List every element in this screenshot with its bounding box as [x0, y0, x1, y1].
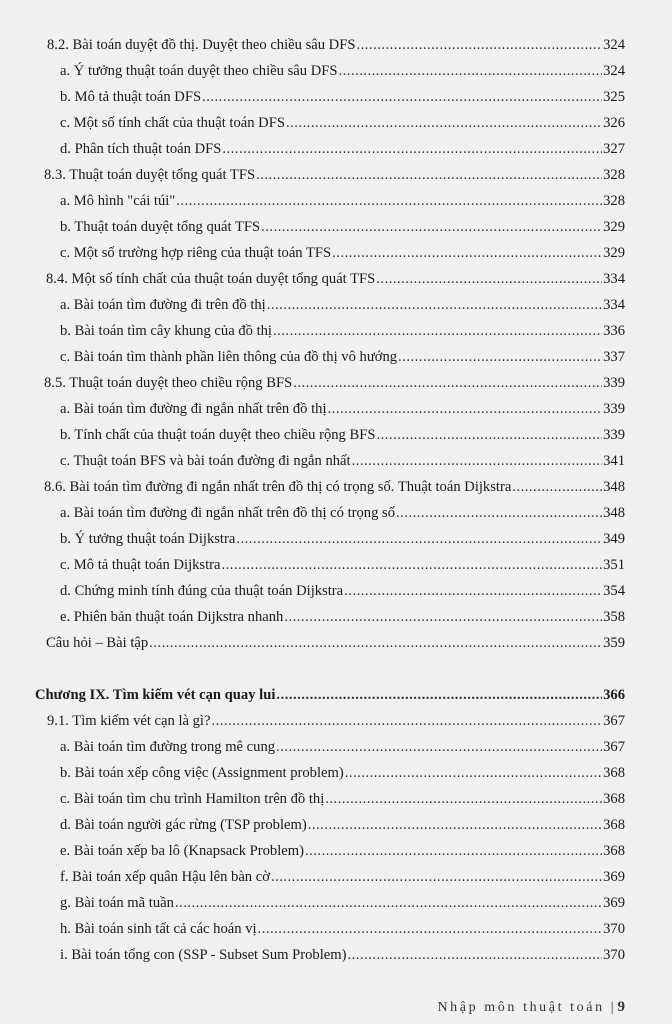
toc-entry-title: c. Một số trường hợp riêng của thuật toán TFS — [60, 245, 332, 261]
dot-leader — [276, 686, 602, 704]
toc-entry-page-number: 359 — [603, 635, 625, 651]
footer-separator: | — [610, 1000, 614, 1015]
dot-leader — [286, 114, 602, 132]
toc-entry-page-number: 369 — [603, 895, 625, 911]
dot-leader — [347, 946, 602, 964]
toc-entry-title: a. Bài toán tìm đường đi trên đồ thị — [60, 297, 266, 313]
toc-subsection-entry — [60, 556, 625, 574]
dot-leader — [376, 270, 602, 288]
toc-chapter-entry — [35, 686, 625, 704]
toc-entry-page-number: 339 — [603, 375, 625, 391]
toc-entry-page-number: 367 — [603, 713, 625, 729]
toc-subsection-entry — [60, 530, 625, 548]
dot-leader — [332, 244, 602, 262]
dot-leader — [396, 504, 602, 522]
dot-leader — [376, 426, 602, 444]
toc-entry-title: i. Bài toán tổng con (SSP - Subset Sum Problem) — [60, 947, 347, 963]
toc-subsection-entry — [60, 140, 625, 158]
toc-entry-title: c. Thuật toán BFS và bài toán đường đi ngắn nhất — [60, 453, 351, 469]
toc-subsection-entry — [60, 88, 625, 106]
toc-entry-page-number: 329 — [603, 219, 625, 235]
footer-page-number: 9 — [617, 999, 625, 1015]
toc-subsection-entry — [60, 842, 625, 860]
dot-leader — [175, 894, 602, 912]
toc-subsection-entry — [60, 62, 625, 80]
toc-subsection-entry — [60, 608, 625, 626]
toc-entry-page-number: 354 — [603, 583, 625, 599]
toc-entry-page-number: 336 — [603, 323, 625, 339]
dot-leader — [344, 582, 602, 600]
toc-subsection-entry — [60, 764, 625, 782]
toc-entry-title: e. Phiên bản thuật toán Dijkstra nhanh — [60, 609, 284, 625]
toc-entry-title: a. Bài toán tìm đường đi ngắn nhất trên đồ thị — [60, 401, 327, 417]
toc-entry-title: a. Ý tưởng thuật toán duyệt theo chiều sâu DFS — [60, 63, 338, 79]
toc-entry-page-number: 368 — [603, 817, 625, 833]
toc-entry-title: c. Mô tả thuật toán Dijkstra — [60, 557, 221, 573]
toc-entry-page-number: 368 — [603, 843, 625, 859]
toc-entry-page-number: 339 — [603, 401, 625, 417]
toc-entry-title: 8.5. Thuật toán duyệt theo chiều rộng BFS — [44, 375, 293, 391]
dot-leader — [338, 62, 602, 80]
dot-leader — [328, 400, 603, 418]
toc-subsection-entry — [60, 738, 625, 756]
dot-leader — [398, 348, 602, 366]
toc-entry-page-number: 334 — [603, 271, 625, 287]
footer-book-title: Nhập môn thuật toán — [437, 1000, 605, 1015]
dot-leader — [267, 296, 602, 314]
toc-subsection-entry — [60, 790, 625, 808]
toc-entry-page-number: 358 — [603, 609, 625, 625]
toc-entry-title: b. Bài toán tìm cây khung của đồ thị — [60, 323, 272, 339]
toc-entry-page-number: 369 — [603, 869, 625, 885]
toc-entry-page-number: 324 — [603, 37, 625, 53]
toc-entry-page-number: 367 — [603, 739, 625, 755]
toc-entry-title: b. Ý tưởng thuật toán Dijkstra — [60, 531, 236, 547]
toc-section-entry — [46, 634, 625, 652]
dot-leader — [271, 868, 602, 886]
dot-leader — [345, 764, 602, 782]
dot-leader — [284, 608, 602, 626]
toc-subsection-entry — [60, 582, 625, 600]
toc-subsection-entry — [60, 426, 625, 444]
toc-subsection-entry — [60, 400, 625, 418]
toc-entry-title: a. Mô hình "cái túi" — [60, 193, 176, 209]
toc-subsection-entry — [60, 920, 625, 938]
toc-entry-page-number: 326 — [603, 115, 625, 131]
toc-entry-page-number: 324 — [603, 63, 625, 79]
toc-subsection-entry — [60, 868, 625, 886]
dot-leader — [222, 140, 602, 158]
dot-leader — [258, 920, 603, 938]
dot-leader — [276, 738, 602, 756]
toc-entry-page-number: 351 — [603, 557, 625, 573]
toc-entry-title: 8.3. Thuật toán duyệt tổng quát TFS — [44, 167, 256, 183]
toc-entry-title: c. Bài toán tìm chu trình Hamilton trên đồ thị — [60, 791, 325, 807]
toc-entry-title: d. Phân tích thuật toán DFS — [60, 141, 222, 157]
toc-entry-page-number: 368 — [603, 791, 625, 807]
dot-leader — [211, 712, 602, 730]
toc-entry-page-number: 348 — [603, 479, 625, 495]
toc-entry-page-number: 349 — [603, 531, 625, 547]
toc-entry-page-number: 339 — [603, 427, 625, 443]
toc-entry-title: 8.2. Bài toán duyệt đồ thị. Duyệt theo chiều sâu DFS — [47, 37, 356, 53]
toc-entry-title: e. Bài toán xếp ba lô (Knapsack Problem) — [60, 843, 304, 859]
toc-entry-title: d. Chứng minh tính đúng của thuật toán Dijkstra — [60, 583, 344, 599]
dot-leader — [176, 192, 602, 210]
toc-entry-page-number: 328 — [603, 167, 625, 183]
dot-leader — [261, 218, 602, 236]
toc-subsection-entry — [60, 452, 625, 470]
dot-leader — [356, 36, 602, 54]
toc-entry-title: b. Tính chất của thuật toán duyệt theo chiều rộng BFS — [60, 427, 376, 443]
toc-entry-page-number: 366 — [603, 687, 625, 703]
toc-entry-title: h. Bài toán sinh tất cả các hoán vị — [60, 921, 257, 937]
toc-entry-title: b. Thuật toán duyệt tổng quát TFS — [60, 219, 261, 235]
toc-subsection-entry — [60, 322, 625, 340]
toc-subsection-entry — [60, 348, 625, 366]
toc-entry-title: Câu hỏi – Bài tập — [46, 635, 149, 651]
toc-entry-title: b. Mô tả thuật toán DFS — [60, 89, 202, 105]
toc-subsection-entry — [60, 946, 625, 964]
toc-entry-title: g. Bài toán mã tuần — [60, 895, 174, 911]
dot-leader — [305, 842, 602, 860]
toc-entry-page-number: 328 — [603, 193, 625, 209]
dot-leader — [308, 816, 602, 834]
toc-subsection-entry — [60, 894, 625, 912]
toc-section-entry — [44, 478, 625, 496]
toc-entry-title: c. Bài toán tìm thành phần liên thông của đồ thị vô hướng — [60, 349, 398, 365]
toc-section-entry — [44, 374, 625, 392]
toc-entry-title: f. Bài toán xếp quân Hậu lên bàn cờ — [60, 869, 270, 885]
toc-entry-title: 8.4. Một số tính chất của thuật toán duyệt tổng quát TFS — [46, 271, 376, 287]
toc-subsection-entry — [60, 192, 625, 210]
toc-subsection-entry — [60, 114, 625, 132]
toc-entry-title: c. Một số tính chất của thuật toán DFS — [60, 115, 285, 131]
toc-subsection-entry — [60, 218, 625, 236]
toc-entry-title: a. Bài toán tìm đường đi ngắn nhất trên đồ thị có trọng số — [60, 505, 396, 521]
dot-leader — [325, 790, 602, 808]
dot-leader — [512, 478, 602, 496]
toc-entry-page-number: 329 — [603, 245, 625, 261]
toc-entry-page-number: 327 — [603, 141, 625, 157]
toc-entry-page-number: 325 — [603, 89, 625, 105]
toc-entry-page-number: 370 — [603, 947, 625, 963]
toc-entry-page-number: 348 — [603, 505, 625, 521]
toc-entry-title: b. Bài toán xếp công việc (Assignment problem) — [60, 765, 344, 781]
dot-leader — [222, 556, 603, 574]
toc-entry-page-number: 341 — [603, 453, 625, 469]
dot-leader — [293, 374, 602, 392]
toc-subsection-entry — [60, 816, 625, 834]
toc-entry-title: Chương IX. Tìm kiếm vét cạn quay lui — [35, 687, 276, 703]
toc-entry-page-number: 337 — [603, 349, 625, 365]
toc-entry-page-number: 368 — [603, 765, 625, 781]
toc-subsection-entry — [60, 504, 625, 522]
toc-section-entry — [44, 166, 625, 184]
toc-subsection-entry — [60, 244, 625, 262]
toc-section-entry — [47, 36, 625, 54]
page-footer — [437, 999, 625, 1016]
toc-entry-title: 8.6. Bài toán tìm đường đi ngắn nhất trên đồ thị có trọng số. Thuật toán Dijkstra — [44, 479, 512, 495]
dot-leader — [273, 322, 602, 340]
toc-entry-title: 9.1. Tìm kiếm vét cạn là gì? — [47, 713, 211, 729]
dot-leader — [256, 166, 602, 184]
dot-leader — [149, 634, 602, 652]
dot-leader — [352, 452, 603, 470]
toc-entry-page-number: 370 — [603, 921, 625, 937]
dot-leader — [236, 530, 602, 548]
toc-section-entry — [47, 712, 625, 730]
toc-entry-title: d. Bài toán người gác rừng (TSP problem) — [60, 817, 307, 833]
toc-entry-page-number: 334 — [603, 297, 625, 313]
toc-section-entry — [46, 270, 625, 288]
dot-leader — [202, 88, 602, 106]
toc-entry-title: a. Bài toán tìm đường trong mê cung — [60, 739, 276, 755]
toc-subsection-entry — [60, 296, 625, 314]
